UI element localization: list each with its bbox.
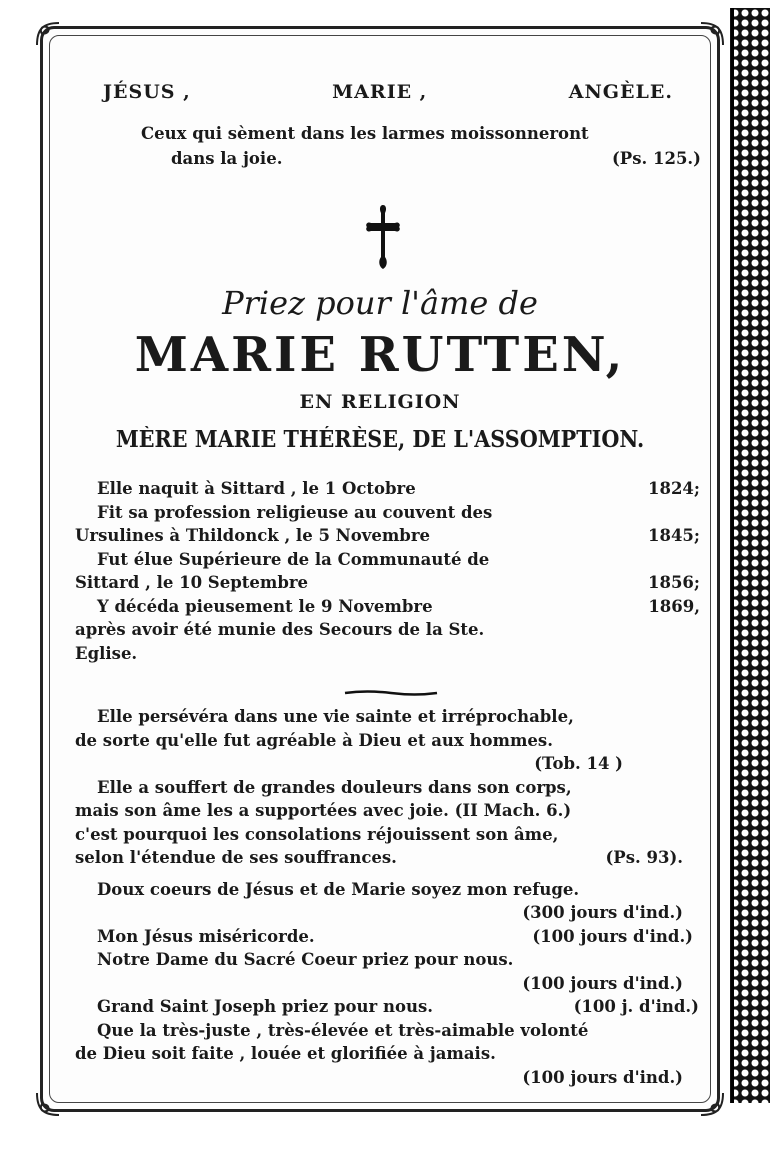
epigraph-ref: (Ps. 125.) xyxy=(612,149,701,168)
verse-line: Elle a souffert de grandes douleurs dans son corps, xyxy=(97,777,572,797)
epigraph-line2: dans la joie. xyxy=(171,149,283,168)
epigraph-line2-row xyxy=(141,146,701,171)
religion-label: EN RELIGION xyxy=(299,391,461,413)
prayer-line xyxy=(75,925,703,949)
prayer-line: Doux coeurs de Jésus et de Marie soyez mon refuge. xyxy=(97,879,580,899)
bio-elected-year: 1856; xyxy=(647,573,700,592)
header-marie: MARIE , xyxy=(332,81,428,103)
verse-text: selon l'étendue de ses souffrances. xyxy=(75,848,397,867)
prayer-text: Mon Jésus miséricorde. xyxy=(97,926,315,946)
indulgence-note: (100 j. d'ind.) xyxy=(573,997,699,1016)
prayer-line: Notre Dame du Sacré Coeur priez pour nous. xyxy=(97,950,514,969)
bio-line xyxy=(75,524,700,548)
decorative-dotted-border xyxy=(730,8,770,1103)
bio-profession: Fit sa profession religieuse au couvent des xyxy=(97,502,493,522)
bio-death-year: 1869, xyxy=(648,596,700,616)
bio-birth-year: 1824; xyxy=(647,479,700,498)
indulgence-note: (100 jours d'ind.) xyxy=(522,973,683,993)
verse-line: mais son âme les a supportées avec joie. (II Mach. 6.) xyxy=(75,801,572,820)
prayer-line: Que la très-juste , très-élevée et très-aimable volonté xyxy=(97,1020,589,1040)
bio-birth: Elle naquit à Sittard , le 1 Octobre xyxy=(97,479,416,498)
border-line xyxy=(731,8,734,1103)
bio-line xyxy=(75,501,700,525)
invocation-header xyxy=(103,81,673,103)
religious-name: MÈRE MARIE THÉRÈSE, DE L'ASSOMPTION. xyxy=(115,426,645,453)
prayer-line xyxy=(75,995,703,1019)
verse-line xyxy=(75,846,703,870)
bio-line xyxy=(75,642,700,666)
bio-line xyxy=(75,477,700,501)
cross-icon xyxy=(365,201,401,271)
verse-line: de sorte qu'elle fut agréable à Dieu et aux hommes. xyxy=(75,730,553,750)
bio-eglise: Eglise. xyxy=(75,643,138,663)
bio-line xyxy=(75,571,700,595)
memorial-card xyxy=(40,26,720,1112)
bio-elected: Fut élue Supérieure de la Communauté de xyxy=(97,549,490,569)
deceased-name: MARIE RUTTEN, xyxy=(134,327,626,383)
bio-line xyxy=(75,595,700,619)
header-jesus: JÉSUS , xyxy=(103,81,191,103)
indulgence-note: (100 jours d'ind.) xyxy=(532,926,693,946)
biography xyxy=(75,477,700,665)
verse-line: Elle persévéra dans une vie sainte et irréprochable, xyxy=(97,707,574,726)
verse-ref: (Ps. 93). xyxy=(605,848,683,867)
bio-sacraments: après avoir été munie des Secours de la Ste. xyxy=(75,620,485,639)
epigraph xyxy=(141,121,701,171)
bio-elected-place: Sittard , le 10 Septembre xyxy=(75,573,309,592)
bio-profession-place: Ursulines à Thildonck , le 5 Novembre xyxy=(75,526,431,545)
bio-profession-year: 1845; xyxy=(647,526,700,545)
verse-ref: (Tob. 14 ) xyxy=(534,754,623,773)
bio-line xyxy=(75,548,700,572)
bio-death: Y décéda pieusement le 9 Novembre xyxy=(97,596,433,616)
verse-line: c'est pourquoi les consolations réjouissent son âme, xyxy=(75,824,559,844)
bio-line xyxy=(75,618,700,642)
prayer-line: de Dieu soit faite , louée et glorifiée à jamais. xyxy=(75,1044,496,1063)
epigraph-line1: Ceux qui sèment dans les larmes moissonneront xyxy=(141,124,589,143)
indulgence-note: (100 jours d'ind.) xyxy=(522,1067,683,1087)
ornamental-divider xyxy=(343,681,439,687)
prayer-text: Grand Saint Joseph priez pour nous. xyxy=(97,997,433,1016)
priez-heading: Priez pour l'âme de xyxy=(222,284,538,322)
header-angele: ANGÈLE. xyxy=(568,81,673,103)
indulgence-note: (300 jours d'ind.) xyxy=(522,903,683,922)
verses xyxy=(75,705,703,1089)
